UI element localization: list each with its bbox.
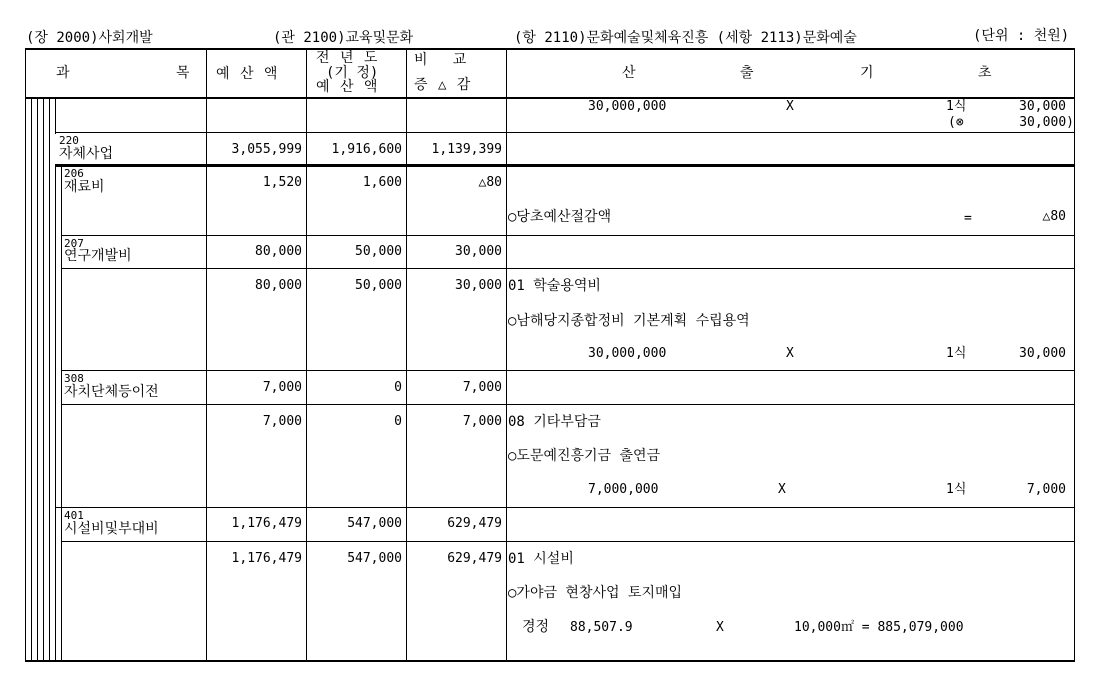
row206-name: 재료비	[64, 179, 105, 195]
row308b-amount: 7,000	[1026, 482, 1066, 497]
header-basis-1: 산	[622, 65, 636, 81]
header-basis-2: 출	[740, 65, 754, 81]
row207b-amount: 30,000	[1019, 346, 1066, 361]
table-top-border	[25, 48, 1074, 50]
col-divider-basis	[506, 48, 507, 662]
row401-budget: 1,176,479	[231, 516, 302, 531]
row-line-308-top	[61, 370, 1074, 371]
row308b-calc: 7,000,000	[588, 482, 659, 497]
row220-prev: 1,916,600	[331, 142, 402, 157]
row401b-result: 10,000㎡ = 885,079,000	[794, 620, 964, 635]
row308-budget: 7,000	[262, 380, 302, 395]
row220-name: 자체사업	[59, 146, 114, 162]
row-line-207b-top	[61, 268, 1074, 269]
row0-x: X	[786, 99, 794, 114]
tree-line-3	[43, 97, 44, 662]
table-bottom-border	[25, 660, 1074, 662]
header-prev-line1: 전 년 도	[316, 50, 379, 66]
row308-diff: 7,000	[462, 380, 502, 395]
header-basis-4: 초	[978, 65, 992, 81]
header-prev-line3: 예 산 액	[316, 79, 379, 95]
col-divider-budget	[206, 48, 207, 662]
row401b-diff: 629,479	[447, 551, 502, 566]
header-bottom-border	[25, 97, 1074, 99]
row206-prev: 1,600	[362, 175, 402, 190]
row220-budget: 3,055,999	[231, 142, 302, 157]
row308b-sub: 08 기타부담금	[508, 414, 601, 430]
col-divider-diff	[406, 48, 407, 662]
table-right-border	[1074, 48, 1075, 662]
row308-prev: 0	[394, 380, 402, 395]
row401b-calc: 88,507.9	[570, 620, 633, 635]
row-line-308b-top	[61, 404, 1074, 405]
row401-prev: 547,000	[347, 516, 402, 531]
row207b-calc: 30,000,000	[588, 346, 667, 361]
row308-name: 자치단체등이전	[64, 384, 159, 400]
row0-sub-amount: 30,000)	[1019, 115, 1074, 130]
row206-detail-amount: △80	[1042, 209, 1066, 224]
row308b-diff: 7,000	[462, 414, 502, 429]
jang-title: (장 2000)사회개발	[26, 30, 153, 46]
row401b-calc-label: 경정	[522, 619, 550, 635]
header-basis-3: 기	[860, 65, 874, 81]
row401b-x: X	[716, 620, 724, 635]
row401b-detail: ○가야금 현창사업 토지매입	[508, 585, 683, 601]
tree-line-5	[55, 165, 56, 662]
tree-line-5-top	[55, 97, 56, 134]
tree-line-1	[31, 97, 32, 662]
row-line-207-top	[61, 235, 1074, 236]
row401-name: 시설비및부대비	[64, 521, 159, 537]
row207-diff: 30,000	[455, 244, 502, 259]
row308b-prev: 0	[394, 414, 402, 429]
row207b-sub: 01 학술용역비	[508, 278, 601, 294]
row401b-sub: 01 시설비	[508, 551, 574, 567]
tree-line-4	[49, 97, 50, 662]
row206-code: 206	[64, 167, 84, 180]
row308b-x: X	[778, 482, 786, 497]
row206-detail: ○당초예산절감액	[508, 209, 612, 225]
row206-eq: =	[964, 211, 972, 226]
row207-budget: 80,000	[255, 244, 302, 259]
row207b-budget: 80,000	[255, 278, 302, 293]
gwan-title: (관 2100)교육및문화	[273, 30, 414, 46]
row0-sub-mark: (⊗	[948, 115, 964, 130]
row401-code: 401	[64, 509, 84, 522]
row308b-mult: 1식	[946, 482, 967, 497]
header-mok: 목	[176, 65, 190, 81]
row220-diff: 1,139,399	[431, 142, 502, 157]
row207b-detail: ○남해당지종합정비 기본계획 수립용역	[508, 313, 750, 329]
row-line-220-bottom	[55, 164, 1075, 167]
header-budget: 예 산 액	[216, 66, 279, 82]
row220-code: 220	[59, 134, 79, 147]
row206-diff: △80	[478, 175, 502, 190]
tree-line-2	[37, 97, 38, 662]
row207b-prev: 50,000	[355, 278, 402, 293]
row207b-x: X	[786, 346, 794, 361]
row207b-diff: 30,000	[455, 278, 502, 293]
row-line-401b-top	[61, 541, 1074, 542]
header-gwa: 과	[56, 65, 70, 81]
hang-title: (항 2110)문화예술및체육진흥 (세항 2113)문화예술	[514, 30, 857, 46]
row401b-budget: 1,176,479	[231, 551, 302, 566]
row308-code: 308	[64, 372, 84, 385]
row0-mult: 1식	[946, 99, 967, 114]
row0-calc: 30,000,000	[588, 99, 667, 114]
row308b-detail: ○도문예진흥기금 출연금	[508, 448, 661, 464]
unit-label: (단위 : 천원)	[973, 28, 1070, 44]
row206-budget: 1,520	[262, 175, 302, 190]
row-line-220-top	[55, 132, 1075, 133]
header-cmp-line1: 비 교	[414, 52, 467, 68]
row0-amount: 30,000	[1019, 99, 1066, 114]
row207-prev: 50,000	[355, 244, 402, 259]
row207b-mult: 1식	[946, 346, 967, 361]
row207-name: 연구개발비	[64, 248, 132, 264]
row401-diff: 629,479	[447, 516, 502, 531]
header-cmp-line2: 증 △ 감	[414, 77, 472, 93]
col-divider-prev	[306, 48, 307, 662]
header-prev-line2: (기 정)	[326, 65, 379, 81]
table-left-border	[25, 48, 26, 662]
row308b-budget: 7,000	[262, 414, 302, 429]
tree-line-6	[61, 165, 62, 662]
row401b-prev: 547,000	[347, 551, 402, 566]
row207-code: 207	[64, 237, 84, 250]
row-line-401-top	[55, 507, 1074, 508]
